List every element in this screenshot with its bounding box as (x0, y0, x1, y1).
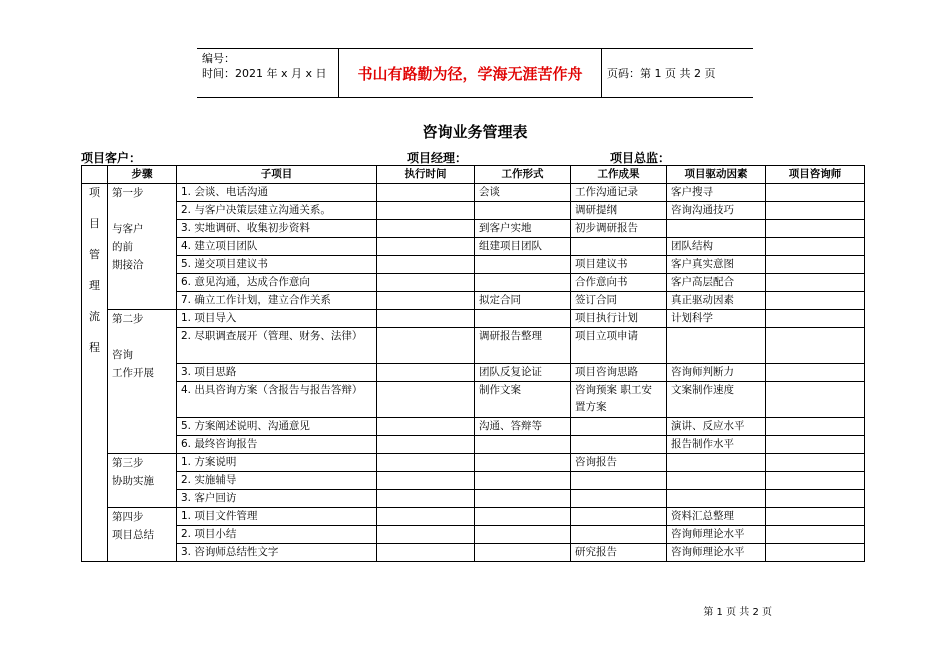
table-row (82, 364, 865, 382)
consultant-cell (766, 292, 865, 310)
execution-time-cell (377, 274, 475, 292)
work-form-cell: 会谈 (475, 184, 571, 202)
work-result-cell: 项目咨询思路 (571, 364, 667, 382)
consultant-cell (766, 382, 865, 418)
table-row (82, 184, 865, 202)
execution-time-cell (377, 364, 475, 382)
table-row (82, 382, 865, 418)
sub-item-cell: 5. 递交项目建议书 (177, 256, 377, 274)
execution-time-cell (377, 508, 475, 526)
execution-time-cell (377, 472, 475, 490)
consultant-cell (766, 418, 865, 436)
work-form-cell (475, 526, 571, 544)
consultant-cell (766, 364, 865, 382)
consultant-cell (766, 184, 865, 202)
step-line: 第二步 (112, 313, 144, 325)
driver-factor-cell: 咨询师理论水平 (667, 526, 766, 544)
table-row (82, 418, 865, 436)
execution-time-cell (377, 436, 475, 454)
driver-factor-cell: 咨询师判断力 (667, 364, 766, 382)
consultant-cell (766, 508, 865, 526)
work-form-cell (475, 454, 571, 472)
work-form-cell (475, 544, 571, 562)
manager-label: 项目经理： (407, 151, 468, 165)
driver-factor-cell: 团队结构 (667, 238, 766, 256)
work-result-cell (571, 490, 667, 508)
work-result-cell: 咨询预案 职工安置方案 (571, 382, 667, 418)
sub-item-cell: 1. 项目导入 (177, 310, 377, 328)
consultant-cell (766, 472, 865, 490)
sub-item-cell: 7. 确立工作计划，建立合作关系 (177, 292, 377, 310)
sub-item-cell: 6. 最终咨询报告 (177, 436, 377, 454)
work-form-cell (475, 436, 571, 454)
driver-factor-cell: 文案制作速度 (667, 382, 766, 418)
client-label: 项目客户： (81, 151, 142, 165)
execution-time-cell (377, 202, 475, 220)
column-header: 项目咨询师 (766, 166, 865, 184)
driver-factor-cell (667, 328, 766, 364)
driver-factor-cell: 真正驱动因素 (667, 292, 766, 310)
sub-item-cell: 1. 方案说明 (177, 454, 377, 472)
header-left (202, 51, 327, 81)
work-form-cell (475, 508, 571, 526)
table-row (82, 436, 865, 454)
execution-time-cell (377, 544, 475, 562)
sub-item-cell: 3. 客户回访 (177, 490, 377, 508)
step-line (112, 202, 172, 220)
work-form-cell (475, 274, 571, 292)
work-result-cell (571, 418, 667, 436)
execution-time-cell (377, 490, 475, 508)
document-header (197, 48, 753, 98)
work-form-cell (475, 310, 571, 328)
driver-factor-cell: 咨询沟通技巧 (667, 202, 766, 220)
step-line: 第一步 (112, 187, 144, 199)
step-line: 的前 (112, 241, 133, 253)
driver-factor-cell: 演讲、反应水平 (667, 418, 766, 436)
execution-time-cell (377, 382, 475, 418)
work-form-cell (475, 490, 571, 508)
table-header-row (82, 166, 865, 184)
execution-time-cell (377, 418, 475, 436)
work-result-cell: 研究报告 (571, 544, 667, 562)
header-blank (82, 166, 108, 184)
sub-item-cell: 2. 尽职调查展开（管理、财务、法律） (177, 328, 377, 364)
work-result-cell: 项目立项申请 (571, 328, 667, 364)
sub-item-cell: 1. 项目文件管理 (177, 508, 377, 526)
consultant-cell (766, 202, 865, 220)
step-line: 期接洽 (112, 259, 144, 271)
work-result-cell: 合作意向书 (571, 274, 667, 292)
work-form-cell: 到客户实地 (475, 220, 571, 238)
side-label-char: 项 (89, 186, 100, 199)
driver-factor-cell: 客户真实意图 (667, 256, 766, 274)
execution-time-cell (377, 454, 475, 472)
work-result-cell (571, 238, 667, 256)
work-result-cell (571, 472, 667, 490)
process-side-label (82, 184, 108, 562)
consultant-cell (766, 328, 865, 364)
consultant-cell (766, 526, 865, 544)
sub-item-cell: 5. 方案阐述说明、沟通意见 (177, 418, 377, 436)
work-form-cell: 沟通、答辩等 (475, 418, 571, 436)
column-header: 步骤 (108, 166, 177, 184)
work-result-cell (571, 508, 667, 526)
sub-item-cell: 4. 建立项目团队 (177, 238, 377, 256)
execution-time-cell (377, 328, 475, 364)
table-row (82, 490, 865, 508)
step-line: 工作开展 (112, 367, 154, 379)
step-line: 协助实施 (112, 475, 154, 487)
sub-item-cell: 3. 实地调研、收集初步资料 (177, 220, 377, 238)
sub-item-cell: 1. 会谈、电话沟通 (177, 184, 377, 202)
page-title: 咨询业务管理表 (422, 123, 528, 141)
driver-factor-cell (667, 220, 766, 238)
table-row (82, 328, 865, 364)
consultant-cell (766, 544, 865, 562)
sub-item-cell: 2. 实施辅导 (177, 472, 377, 490)
page-footer: 第 1 页 共 2 页 (703, 607, 772, 618)
column-header: 执行时间 (377, 166, 475, 184)
consultant-cell (766, 274, 865, 292)
consultant-cell (766, 436, 865, 454)
execution-time-cell (377, 220, 475, 238)
table-row (82, 472, 865, 490)
director-label: 项目总监： (610, 151, 671, 165)
work-result-cell (571, 436, 667, 454)
page-info: 页码：第 1 页 共 2 页 (607, 67, 716, 80)
step-line: 咨询 (112, 349, 133, 361)
table-row (82, 544, 865, 562)
table-row (82, 454, 865, 472)
work-result-cell (571, 526, 667, 544)
execution-time-cell (377, 292, 475, 310)
table-row (82, 238, 865, 256)
driver-factor-cell: 客户搜寻 (667, 184, 766, 202)
execution-time-cell (377, 310, 475, 328)
column-header: 子项目 (177, 166, 377, 184)
sub-item-cell: 2. 与客户决策层建立沟通关系。 (177, 202, 377, 220)
column-header: 项目驱动因素 (667, 166, 766, 184)
driver-factor-cell (667, 490, 766, 508)
work-result-cell: 项目建议书 (571, 256, 667, 274)
motto: 书山有路勤为径，学海无涯苦作舟 (338, 49, 602, 97)
consultant-cell (766, 238, 865, 256)
work-form-cell (475, 472, 571, 490)
column-header: 工作成果 (571, 166, 667, 184)
step-line (112, 328, 172, 346)
work-result-cell: 咨询报告 (571, 454, 667, 472)
table-row (82, 526, 865, 544)
driver-factor-cell: 报告制作水平 (667, 436, 766, 454)
step-line: 项目总结 (112, 529, 154, 541)
consultant-cell (766, 454, 865, 472)
work-result-cell: 调研提纲 (571, 202, 667, 220)
step-line: 第三步 (112, 457, 144, 469)
step-cell (108, 454, 177, 508)
driver-factor-cell: 计划科学 (667, 310, 766, 328)
side-label-char: 管 (89, 248, 100, 261)
management-table (81, 165, 865, 562)
driver-factor-cell: 资料汇总整理 (667, 508, 766, 526)
step-cell (108, 508, 177, 562)
sub-item-cell: 6. 意见沟通，达成合作意向 (177, 274, 377, 292)
step-line: 第四步 (112, 511, 144, 523)
consultant-cell (766, 310, 865, 328)
sub-item-cell: 3. 项目思路 (177, 364, 377, 382)
work-result-cell: 项目执行计划 (571, 310, 667, 328)
step-line: 与客户 (112, 223, 144, 235)
work-result-cell: 签订合同 (571, 292, 667, 310)
work-result-cell: 工作沟通记录 (571, 184, 667, 202)
driver-factor-cell: 咨询师理论水平 (667, 544, 766, 562)
table-row (82, 256, 865, 274)
driver-factor-cell (667, 472, 766, 490)
time-label: 时间：2021 年 x 月 x 日 (202, 67, 327, 80)
sub-item-cell: 2. 项目小结 (177, 526, 377, 544)
side-label-char: 理 (89, 279, 100, 292)
table-row (82, 202, 865, 220)
consultant-cell (766, 490, 865, 508)
column-header: 工作形式 (475, 166, 571, 184)
number-label: 编号： (202, 52, 235, 65)
table-row (82, 292, 865, 310)
step-cell (108, 310, 177, 454)
work-form-cell: 调研报告整理 (475, 328, 571, 364)
step-cell (108, 184, 177, 310)
driver-factor-cell (667, 454, 766, 472)
side-label-char: 程 (89, 341, 100, 354)
work-form-cell: 组建项目团队 (475, 238, 571, 256)
consultant-cell (766, 220, 865, 238)
side-label-char: 目 (89, 217, 100, 230)
sub-item-cell: 4. 出具咨询方案（含报告与报告答辩） (177, 382, 377, 418)
table-row (82, 310, 865, 328)
work-form-cell: 拟定合同 (475, 292, 571, 310)
table-row (82, 274, 865, 292)
consultant-cell (766, 256, 865, 274)
table-row (82, 220, 865, 238)
driver-factor-cell: 客户高层配合 (667, 274, 766, 292)
work-result-cell: 初步调研报告 (571, 220, 667, 238)
work-form-cell (475, 256, 571, 274)
work-form-cell: 制作文案 (475, 382, 571, 418)
execution-time-cell (377, 238, 475, 256)
execution-time-cell (377, 526, 475, 544)
sub-item-cell: 3. 咨询师总结性文字 (177, 544, 377, 562)
execution-time-cell (377, 184, 475, 202)
work-form-cell (475, 202, 571, 220)
table-row (82, 508, 865, 526)
work-form-cell: 团队反复论证 (475, 364, 571, 382)
side-label-char: 流 (89, 310, 100, 323)
execution-time-cell (377, 256, 475, 274)
